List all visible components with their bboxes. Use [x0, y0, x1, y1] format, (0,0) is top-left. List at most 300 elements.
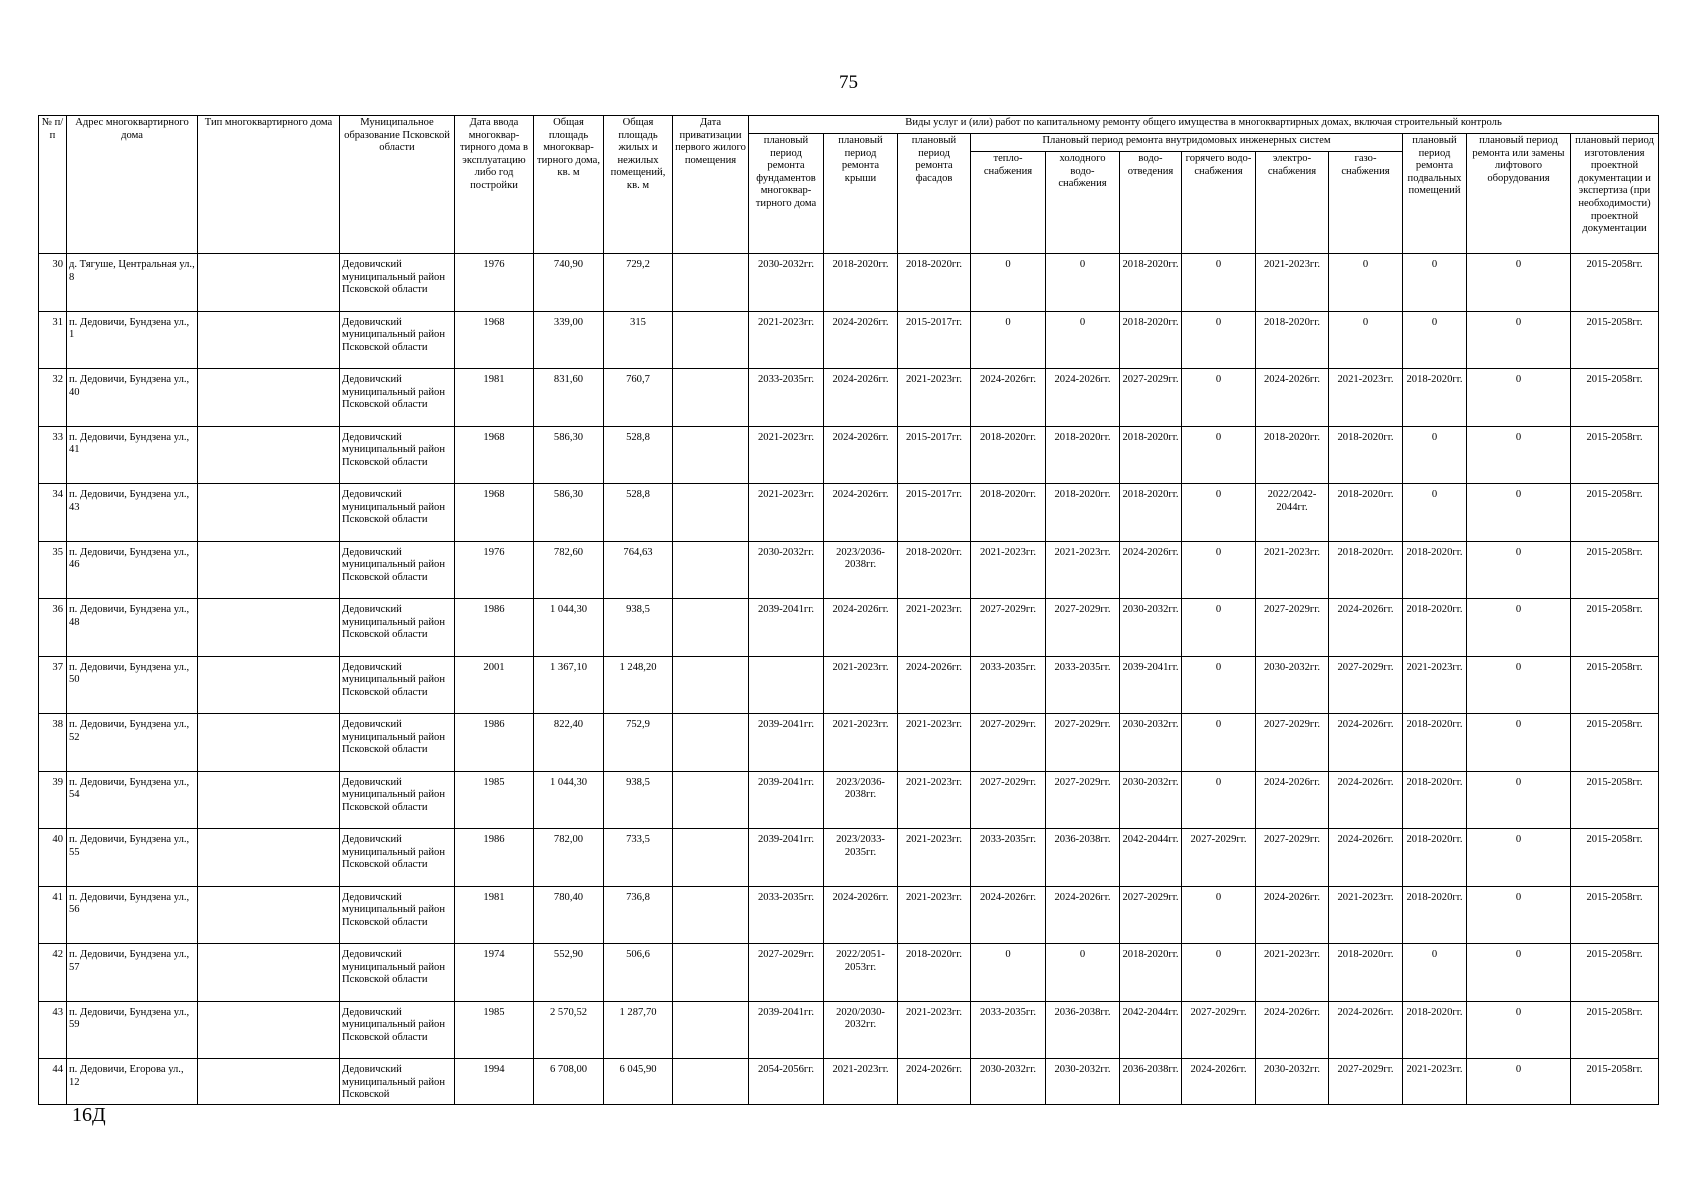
- cell-foundation: 2039-2041гг.: [749, 599, 824, 657]
- cell-roof: 2024-2026гг.: [824, 886, 898, 944]
- cell-basement: 2018-2020гг.: [1403, 829, 1467, 887]
- cell-facade: 2021-2023гг.: [898, 369, 971, 427]
- cell-year: 2001: [455, 656, 534, 714]
- cell-electricity: 2018-2020гг.: [1256, 426, 1329, 484]
- cell-house-type: [198, 254, 340, 312]
- cell-year: 1994: [455, 1059, 534, 1105]
- cell-gas: 2024-2026гг.: [1329, 599, 1403, 657]
- cell-heat: 2024-2026гг.: [971, 886, 1046, 944]
- table-row: [39, 714, 1659, 772]
- cell-facade: 2015-2017гг.: [898, 484, 971, 542]
- cell-privatization: [673, 886, 749, 944]
- cell-electricity: 2030-2032гг.: [1256, 656, 1329, 714]
- cell-municipality: [340, 944, 455, 1002]
- cell-heat: 0: [971, 254, 1046, 312]
- cell-num: 33: [39, 426, 67, 484]
- cell-municipality: [340, 426, 455, 484]
- cell-cold-water: 2027-2029гг.: [1046, 771, 1120, 829]
- cell-design: 2015-2058гг.: [1571, 311, 1659, 369]
- cell-foundation: 2054-2056гг.: [749, 1059, 824, 1105]
- cell-year: 1968: [455, 426, 534, 484]
- cell-facade: 2024-2026гг.: [898, 1059, 971, 1105]
- table-row: [39, 254, 1659, 312]
- cell-address: п. Дедовичи, Бундзена ул., 55: [67, 829, 198, 887]
- cell-year: 1976: [455, 254, 534, 312]
- cell-basement: 2018-2020гг.: [1403, 369, 1467, 427]
- cell-num: 32: [39, 369, 67, 427]
- cell-basement: 0: [1403, 484, 1467, 542]
- cell-area-house: 782,60: [534, 541, 604, 599]
- cell-municipality: [340, 1059, 455, 1105]
- cell-heat: 2033-2035гг.: [971, 656, 1046, 714]
- cell-gas: 2024-2026гг.: [1329, 829, 1403, 887]
- cell-hot-water: 0: [1182, 484, 1256, 542]
- cell-foundation: 2021-2023гг.: [749, 484, 824, 542]
- cell-sewerage: 2027-2029гг.: [1120, 369, 1182, 427]
- cell-elevator: 0: [1467, 311, 1571, 369]
- cell-area-house: 552,90: [534, 944, 604, 1002]
- table-row: [39, 656, 1659, 714]
- cell-area-house: 782,00: [534, 829, 604, 887]
- cell-privatization: [673, 254, 749, 312]
- cell-privatization: [673, 599, 749, 657]
- cell-cold-water: 0: [1046, 254, 1120, 312]
- cell-electricity: 2018-2020гг.: [1256, 311, 1329, 369]
- cell-basement: 2018-2020гг.: [1403, 714, 1467, 772]
- cell-design: 2015-2058гг.: [1571, 829, 1659, 887]
- cell-basement: 2018-2020гг.: [1403, 886, 1467, 944]
- municipality-text: Дедовичский муниципальный район Псковской области: [342, 949, 445, 986]
- municipality-text: Дедовичский муниципальный район Псковской области: [342, 316, 445, 353]
- cell-heat: 2027-2029гг.: [971, 599, 1046, 657]
- cell-elevator: 0: [1467, 829, 1571, 887]
- header-works-group: Виды услуг и (или) работ по капитальному ремонту общего имущества в многоквартирных домах, включая строительный контроль: [749, 116, 1659, 134]
- cell-facade: 2021-2023гг.: [898, 886, 971, 944]
- cell-privatization: [673, 1001, 749, 1059]
- cell-house-type: [198, 426, 340, 484]
- cell-gas: 0: [1329, 254, 1403, 312]
- cell-privatization: [673, 714, 749, 772]
- cell-year: 1986: [455, 599, 534, 657]
- header-elevator: плановый период ремонта или замены лифтового оборудования: [1467, 134, 1571, 254]
- cell-gas: 2024-2026гг.: [1329, 771, 1403, 829]
- cell-electricity: 2024-2026гг.: [1256, 369, 1329, 427]
- cell-year: 1985: [455, 771, 534, 829]
- cell-area-premises: 528,8: [604, 426, 673, 484]
- cell-house-type: [198, 369, 340, 427]
- cell-privatization: [673, 944, 749, 1002]
- cell-address: п. Дедовичи, Бундзена ул., 57: [67, 944, 198, 1002]
- cell-address: п. Дедовичи, Бундзена ул., 50: [67, 656, 198, 714]
- cell-roof: 2022/2051-2053гг.: [824, 944, 898, 1002]
- cell-area-house: 1 044,30: [534, 599, 604, 657]
- header-foundation: плановый период ремонта фундаментов многоквар-тирного дома: [749, 134, 824, 254]
- cell-hot-water: 0: [1182, 369, 1256, 427]
- cell-privatization: [673, 1059, 749, 1105]
- header-systems-group: Плановый период ремонта внутридомовых инженерных систем: [971, 134, 1403, 152]
- cell-roof: 2023/2033-2035гг.: [824, 829, 898, 887]
- cell-hot-water: 0: [1182, 254, 1256, 312]
- cell-roof: 2021-2023гг.: [824, 714, 898, 772]
- table-row: [39, 541, 1659, 599]
- cell-foundation: [749, 656, 824, 714]
- cell-cold-water: 2033-2035гг.: [1046, 656, 1120, 714]
- cell-heat: 2033-2035гг.: [971, 829, 1046, 887]
- cell-elevator: 0: [1467, 426, 1571, 484]
- cell-foundation: 2030-2032гг.: [749, 541, 824, 599]
- cell-sewerage: 2030-2032гг.: [1120, 714, 1182, 772]
- cell-elevator: 0: [1467, 944, 1571, 1002]
- cell-design: 2015-2058гг.: [1571, 599, 1659, 657]
- cell-design: 2015-2058гг.: [1571, 426, 1659, 484]
- header-gas: газо-снабжения: [1329, 152, 1403, 254]
- cell-heat: 2021-2023гг.: [971, 541, 1046, 599]
- cell-year: 1981: [455, 886, 534, 944]
- cell-hot-water: 0: [1182, 311, 1256, 369]
- cell-address: п. Дедовичи, Егорова ул., 12: [67, 1059, 198, 1105]
- municipality-text: Дедовичский муниципальный район Псковской области: [342, 259, 445, 296]
- municipality-text: Дедовичский муниципальный район Псковской области: [342, 546, 445, 583]
- header-electricity: электро-снабжения: [1256, 152, 1329, 254]
- cell-roof: 2024-2026гг.: [824, 369, 898, 427]
- cell-gas: 2018-2020гг.: [1329, 541, 1403, 599]
- cell-house-type: [198, 829, 340, 887]
- cell-municipality: [340, 484, 455, 542]
- cell-design: 2015-2058гг.: [1571, 254, 1659, 312]
- cell-area-house: 822,40: [534, 714, 604, 772]
- cell-basement: 0: [1403, 254, 1467, 312]
- cell-cold-water: 2036-2038гг.: [1046, 829, 1120, 887]
- cell-year: 1981: [455, 369, 534, 427]
- municipality-text: Дедовичский муниципальный район Псковской области: [342, 776, 445, 813]
- header-total-area-house: Общая площадь многоквар-тирного дома, кв. м: [534, 116, 604, 254]
- header-design: плановый период изготовления проектной документации и экспертиза (при необходимости) проектной документации: [1571, 134, 1659, 254]
- cell-municipality: [340, 1001, 455, 1059]
- cell-privatization: [673, 771, 749, 829]
- cell-foundation: 2039-2041гг.: [749, 714, 824, 772]
- cell-area-premises: 733,5: [604, 829, 673, 887]
- cell-area-premises: 1 248,20: [604, 656, 673, 714]
- cell-facade: 2015-2017гг.: [898, 426, 971, 484]
- cell-area-premises: 760,7: [604, 369, 673, 427]
- cell-area-premises: 1 287,70: [604, 1001, 673, 1059]
- cell-municipality: [340, 541, 455, 599]
- cell-municipality: [340, 254, 455, 312]
- cell-elevator: 0: [1467, 369, 1571, 427]
- cell-year: 1968: [455, 311, 534, 369]
- cell-facade: 2021-2023гг.: [898, 714, 971, 772]
- cell-area-premises: 528,8: [604, 484, 673, 542]
- cell-num: 31: [39, 311, 67, 369]
- cell-roof: 2021-2023гг.: [824, 656, 898, 714]
- cell-electricity: 2024-2026гг.: [1256, 886, 1329, 944]
- cell-num: 41: [39, 886, 67, 944]
- cell-area-premises: 938,5: [604, 771, 673, 829]
- cell-hot-water: 0: [1182, 599, 1256, 657]
- cell-num: 38: [39, 714, 67, 772]
- municipality-text: Дедовичский муниципальный район Псковской области: [342, 834, 445, 871]
- cell-num: 35: [39, 541, 67, 599]
- cell-year: 1986: [455, 829, 534, 887]
- cell-elevator: 0: [1467, 656, 1571, 714]
- cell-privatization: [673, 541, 749, 599]
- cell-municipality: [340, 599, 455, 657]
- cell-basement: 2021-2023гг.: [1403, 656, 1467, 714]
- cell-municipality: [340, 771, 455, 829]
- cell-sewerage: 2018-2020гг.: [1120, 311, 1182, 369]
- table-row: [39, 1001, 1659, 1059]
- cell-roof: 2024-2026гг.: [824, 599, 898, 657]
- cell-elevator: 0: [1467, 1001, 1571, 1059]
- cell-area-premises: 315: [604, 311, 673, 369]
- cell-elevator: 0: [1467, 599, 1571, 657]
- cell-area-house: 6 708,00: [534, 1059, 604, 1105]
- cell-address: п. Дедовичи, Бундзена ул., 56: [67, 886, 198, 944]
- cell-municipality: [340, 886, 455, 944]
- cell-municipality: [340, 714, 455, 772]
- cell-facade: 2018-2020гг.: [898, 944, 971, 1002]
- header-heat: тепло-снабжения: [971, 152, 1046, 254]
- cell-privatization: [673, 656, 749, 714]
- cell-facade: 2021-2023гг.: [898, 771, 971, 829]
- cell-num: 42: [39, 944, 67, 1002]
- cell-cold-water: 2021-2023гг.: [1046, 541, 1120, 599]
- cell-area-premises: 752,9: [604, 714, 673, 772]
- cell-year: 1985: [455, 1001, 534, 1059]
- cell-foundation: 2021-2023гг.: [749, 426, 824, 484]
- cell-municipality: [340, 369, 455, 427]
- cell-house-type: [198, 656, 340, 714]
- cell-cold-water: 2018-2020гг.: [1046, 426, 1120, 484]
- municipality-text: Дедовичский муниципальный район Псковской области: [342, 1006, 445, 1043]
- cell-privatization: [673, 311, 749, 369]
- municipality-text: Дедовичский муниципальный район Псковской области: [342, 604, 445, 641]
- cell-cold-water: 2027-2029гг.: [1046, 599, 1120, 657]
- cell-electricity: 2021-2023гг.: [1256, 254, 1329, 312]
- cell-area-premises: 506,6: [604, 944, 673, 1002]
- cell-electricity: 2024-2026гг.: [1256, 771, 1329, 829]
- cell-area-house: 1 044,30: [534, 771, 604, 829]
- cell-address: п. Дедовичи, Бундзена ул., 48: [67, 599, 198, 657]
- cell-house-type: [198, 1001, 340, 1059]
- cell-sewerage: 2030-2032гг.: [1120, 599, 1182, 657]
- capital-repair-table: [38, 115, 1659, 1105]
- table-row: [39, 1059, 1659, 1105]
- cell-num: 34: [39, 484, 67, 542]
- cell-basement: 2021-2023гг.: [1403, 1059, 1467, 1105]
- cell-roof: 2024-2026гг.: [824, 311, 898, 369]
- cell-elevator: 0: [1467, 484, 1571, 542]
- header-basement: плановый период ремонта подвальных помещений: [1403, 134, 1467, 254]
- cell-cold-water: 0: [1046, 944, 1120, 1002]
- municipality-text: Дедовичский муниципальный район Псковской области: [342, 374, 445, 411]
- cell-hot-water: 2027-2029гг.: [1182, 829, 1256, 887]
- cell-basement: 0: [1403, 426, 1467, 484]
- cell-design: 2015-2058гг.: [1571, 656, 1659, 714]
- header-house-type: Тип многоквартирного дома: [198, 116, 340, 254]
- cell-facade: 2021-2023гг.: [898, 1001, 971, 1059]
- cell-basement: 2018-2020гг.: [1403, 1001, 1467, 1059]
- cell-foundation: 2039-2041гг.: [749, 829, 824, 887]
- table-row: [39, 886, 1659, 944]
- cell-gas: 2018-2020гг.: [1329, 426, 1403, 484]
- cell-gas: 2027-2029гг.: [1329, 1059, 1403, 1105]
- cell-sewerage: 2018-2020гг.: [1120, 426, 1182, 484]
- cell-heat: 2027-2029гг.: [971, 771, 1046, 829]
- cell-gas: 2021-2023гг.: [1329, 369, 1403, 427]
- cell-heat: 2024-2026гг.: [971, 369, 1046, 427]
- header-facade: плановый период ремонта фасадов: [898, 134, 971, 254]
- cell-area-house: 2 570,52: [534, 1001, 604, 1059]
- header-num: № п/п: [39, 116, 67, 254]
- cell-cold-water: 2027-2029гг.: [1046, 714, 1120, 772]
- cell-hot-water: 2027-2029гг.: [1182, 1001, 1256, 1059]
- table-body: [39, 254, 1659, 1105]
- cell-roof: 2020/2030-2032гг.: [824, 1001, 898, 1059]
- header-cold-water: холодного водо-снабжения: [1046, 152, 1120, 254]
- cell-design: 2015-2058гг.: [1571, 714, 1659, 772]
- cell-hot-water: 0: [1182, 541, 1256, 599]
- cell-design: 2015-2058гг.: [1571, 541, 1659, 599]
- cell-elevator: 0: [1467, 886, 1571, 944]
- cell-heat: 2027-2029гг.: [971, 714, 1046, 772]
- cell-hot-water: 0: [1182, 656, 1256, 714]
- cell-basement: 0: [1403, 311, 1467, 369]
- municipality-text: Дедовичский муниципальный район Псковской области: [342, 431, 445, 468]
- cell-roof: 2023/2036-2038гг.: [824, 771, 898, 829]
- cell-facade: 2021-2023гг.: [898, 829, 971, 887]
- cell-area-house: 780,40: [534, 886, 604, 944]
- cell-year: 1976: [455, 541, 534, 599]
- cell-house-type: [198, 944, 340, 1002]
- cell-address: п. Дедовичи, Бундзена ул., 43: [67, 484, 198, 542]
- cell-num: 40: [39, 829, 67, 887]
- cell-gas: 2018-2020гг.: [1329, 944, 1403, 1002]
- cell-sewerage: 2018-2020гг.: [1120, 254, 1182, 312]
- table-row: [39, 311, 1659, 369]
- cell-foundation: 2039-2041гг.: [749, 771, 824, 829]
- municipality-text: Дедовичский муниципальный район Псковской области: [342, 891, 445, 928]
- cell-heat: 2018-2020гг.: [971, 484, 1046, 542]
- cell-area-house: 586,30: [534, 426, 604, 484]
- header-privatization-date: Дата приватизации первого жилого помещения: [673, 116, 749, 254]
- cell-num: 43: [39, 1001, 67, 1059]
- cell-num: 30: [39, 254, 67, 312]
- cell-cold-water: 2036-2038гг.: [1046, 1001, 1120, 1059]
- cell-hot-water: 0: [1182, 886, 1256, 944]
- header-roof: плановый период ремонта крыши: [824, 134, 898, 254]
- cell-electricity: 2030-2032гг.: [1256, 1059, 1329, 1105]
- cell-area-premises: 6 045,90: [604, 1059, 673, 1105]
- cell-cold-water: 2018-2020гг.: [1046, 484, 1120, 542]
- cell-foundation: 2039-2041гг.: [749, 1001, 824, 1059]
- cell-gas: 2027-2029гг.: [1329, 656, 1403, 714]
- cell-basement: 2018-2020гг.: [1403, 599, 1467, 657]
- cell-num: 44: [39, 1059, 67, 1105]
- municipality-text: Дедовичский муниципальный район Псковской области: [342, 489, 445, 526]
- cell-heat: 2030-2032гг.: [971, 1059, 1046, 1105]
- cell-facade: 2015-2017гг.: [898, 311, 971, 369]
- cell-sewerage: 2036-2038гг.: [1120, 1059, 1182, 1105]
- cell-house-type: [198, 484, 340, 542]
- cell-address: п. Дедовичи, Бундзена ул., 52: [67, 714, 198, 772]
- cell-privatization: [673, 484, 749, 542]
- cell-roof: 2023/2036-2038гг.: [824, 541, 898, 599]
- cell-electricity: 2027-2029гг.: [1256, 714, 1329, 772]
- cell-house-type: [198, 771, 340, 829]
- cell-address: п. Дедовичи, Бундзена ул., 41: [67, 426, 198, 484]
- header-hot-water: горячего водо-снабжения: [1182, 152, 1256, 254]
- cell-area-premises: 938,5: [604, 599, 673, 657]
- cell-heat: 0: [971, 311, 1046, 369]
- cell-facade: 2018-2020гг.: [898, 254, 971, 312]
- cell-area-house: 339,00: [534, 311, 604, 369]
- table-row: [39, 426, 1659, 484]
- cell-sewerage: 2039-2041гг.: [1120, 656, 1182, 714]
- cell-electricity: 2027-2029гг.: [1256, 829, 1329, 887]
- cell-design: 2015-2058гг.: [1571, 1001, 1659, 1059]
- cell-heat: 0: [971, 944, 1046, 1002]
- cell-municipality: [340, 656, 455, 714]
- cell-heat: 2018-2020гг.: [971, 426, 1046, 484]
- cell-cold-water: 2024-2026гг.: [1046, 369, 1120, 427]
- table-row: [39, 599, 1659, 657]
- cell-gas: 2018-2020гг.: [1329, 484, 1403, 542]
- page-number: 75: [839, 72, 858, 93]
- footer-code: 16Д: [72, 1104, 106, 1126]
- cell-hot-water: 0: [1182, 771, 1256, 829]
- cell-roof: 2024-2026гг.: [824, 426, 898, 484]
- cell-hot-water: 0: [1182, 944, 1256, 1002]
- cell-electricity: 2024-2026гг.: [1256, 1001, 1329, 1059]
- cell-electricity: 2021-2023гг.: [1256, 944, 1329, 1002]
- cell-roof: 2024-2026гг.: [824, 484, 898, 542]
- cell-area-house: 740,90: [534, 254, 604, 312]
- cell-facade: 2021-2023гг.: [898, 599, 971, 657]
- cell-house-type: [198, 1059, 340, 1105]
- cell-design: 2015-2058гг.: [1571, 886, 1659, 944]
- cell-address: д. Тягуше, Центральная ул., 8: [67, 254, 198, 312]
- table-row: [39, 771, 1659, 829]
- cell-area-premises: 729,2: [604, 254, 673, 312]
- cell-design: 2015-2058гг.: [1571, 484, 1659, 542]
- header-total-area-premises: Общая площадь жилых и нежилых помещений, кв. м: [604, 116, 673, 254]
- cell-house-type: [198, 714, 340, 772]
- cell-address: п. Дедовичи, Бундзена ул., 46: [67, 541, 198, 599]
- cell-house-type: [198, 311, 340, 369]
- cell-facade: 2024-2026гг.: [898, 656, 971, 714]
- cell-house-type: [198, 599, 340, 657]
- cell-design: 2015-2058гг.: [1571, 771, 1659, 829]
- cell-foundation: 2033-2035гг.: [749, 369, 824, 427]
- cell-elevator: 0: [1467, 541, 1571, 599]
- cell-gas: 2021-2023гг.: [1329, 886, 1403, 944]
- cell-year: 1968: [455, 484, 534, 542]
- cell-design: 2015-2058гг.: [1571, 944, 1659, 1002]
- cell-house-type: [198, 541, 340, 599]
- cell-area-house: 831,60: [534, 369, 604, 427]
- cell-electricity: 2027-2029гг.: [1256, 599, 1329, 657]
- header-address: Адрес многоквартирного дома: [67, 116, 198, 254]
- cell-area-premises: 736,8: [604, 886, 673, 944]
- cell-num: 36: [39, 599, 67, 657]
- cell-gas: 2024-2026гг.: [1329, 714, 1403, 772]
- table-row: [39, 484, 1659, 542]
- cell-num: 39: [39, 771, 67, 829]
- cell-basement: 0: [1403, 944, 1467, 1002]
- cell-year: 1974: [455, 944, 534, 1002]
- cell-electricity: 2022/2042-2044гг.: [1256, 484, 1329, 542]
